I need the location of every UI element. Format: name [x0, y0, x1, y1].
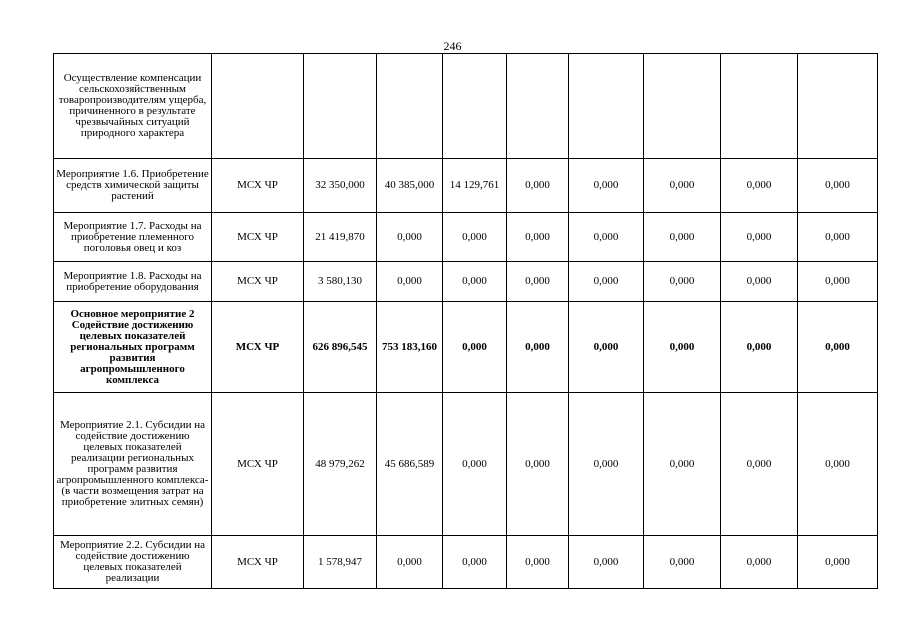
value-cell: 753 183,160 [377, 302, 443, 393]
value-cell: 48 979,262 [304, 393, 377, 536]
value-cell [644, 54, 721, 159]
value-cell: 45 686,589 [377, 393, 443, 536]
value-cell: 0,000 [644, 213, 721, 262]
value-cell: 0,000 [721, 262, 798, 302]
table-row [54, 54, 878, 159]
value-cell: 0,000 [569, 536, 644, 589]
value-cell: 0,000 [644, 536, 721, 589]
executor-cell: МСХ ЧР [212, 159, 304, 213]
table-row [54, 262, 878, 302]
value-cell [377, 54, 443, 159]
measure-name: Мероприятие 2.1. Субсидии на содействие достижению целевых показателей реализации региональных программ развития агропромышленного комплекса-(в части возмещения затрат на приобретение элитных семян) [54, 393, 212, 536]
value-cell [798, 54, 878, 159]
value-cell: 0,000 [507, 159, 569, 213]
value-cell: 0,000 [798, 213, 878, 262]
value-cell: 0,000 [377, 213, 443, 262]
value-cell: 0,000 [569, 213, 644, 262]
value-cell: 0,000 [644, 393, 721, 536]
value-cell: 0,000 [721, 536, 798, 589]
value-cell: 0,000 [377, 262, 443, 302]
executor-cell [212, 54, 304, 159]
value-cell: 0,000 [377, 536, 443, 589]
value-cell: 0,000 [721, 302, 798, 393]
value-cell: 0,000 [443, 393, 507, 536]
executor-cell: МСХ ЧР [212, 302, 304, 393]
value-cell: 0,000 [443, 213, 507, 262]
value-cell [304, 54, 377, 159]
value-cell [569, 54, 644, 159]
table-row [54, 536, 878, 589]
value-cell: 0,000 [569, 302, 644, 393]
value-cell: 0,000 [721, 213, 798, 262]
value-cell: 0,000 [443, 262, 507, 302]
value-cell: 14 129,761 [443, 159, 507, 213]
program-table [53, 53, 878, 589]
executor-cell: МСХ ЧР [212, 213, 304, 262]
measure-name: Мероприятие 1.6. Приобретение средств химической защиты растений [54, 159, 212, 213]
measure-name: Основное мероприятие 2 Содействие достижению целевых показателей региональных программ развития агропромышленного комплекса [54, 302, 212, 393]
value-cell [721, 54, 798, 159]
value-cell: 0,000 [798, 262, 878, 302]
value-cell: 0,000 [644, 159, 721, 213]
value-cell: 0,000 [507, 262, 569, 302]
value-cell: 0,000 [721, 393, 798, 536]
executor-cell: МСХ ЧР [212, 536, 304, 589]
table-row [54, 302, 878, 393]
value-cell: 626 896,545 [304, 302, 377, 393]
measure-name: Осуществление компенсации сельскохозяйственным товаропроизводителям ущерба, причиненного в результате чрезвычайных ситуаций природного характера [54, 54, 212, 159]
table-row [54, 213, 878, 262]
value-cell: 0,000 [721, 159, 798, 213]
table-row [54, 159, 878, 213]
measure-name: Мероприятие 2.2. Субсидии на содействие достижению целевых показателей реализации [54, 536, 212, 589]
value-cell: 0,000 [798, 302, 878, 393]
table-row [54, 393, 878, 536]
value-cell: 0,000 [798, 159, 878, 213]
value-cell: 0,000 [569, 159, 644, 213]
value-cell [507, 54, 569, 159]
value-cell: 0,000 [569, 262, 644, 302]
value-cell [443, 54, 507, 159]
value-cell: 0,000 [798, 536, 878, 589]
value-cell: 0,000 [507, 536, 569, 589]
executor-cell: МСХ ЧР [212, 262, 304, 302]
value-cell: 21 419,870 [304, 213, 377, 262]
value-cell: 0,000 [443, 536, 507, 589]
value-cell: 32 350,000 [304, 159, 377, 213]
value-cell: 0,000 [798, 393, 878, 536]
value-cell: 0,000 [569, 393, 644, 536]
value-cell: 0,000 [507, 302, 569, 393]
value-cell: 0,000 [507, 393, 569, 536]
value-cell: 0,000 [443, 302, 507, 393]
value-cell: 3 580,130 [304, 262, 377, 302]
value-cell: 1 578,947 [304, 536, 377, 589]
executor-cell: МСХ ЧР [212, 393, 304, 536]
page-number: 246 [443, 39, 462, 53]
value-cell: 0,000 [644, 262, 721, 302]
measure-name: Мероприятие 1.8. Расходы на приобретение оборудования [54, 262, 212, 302]
value-cell: 40 385,000 [377, 159, 443, 213]
value-cell: 0,000 [644, 302, 721, 393]
value-cell: 0,000 [507, 213, 569, 262]
measure-name: Мероприятие 1.7. Расходы на приобретение племенного поголовья овец и коз [54, 213, 212, 262]
